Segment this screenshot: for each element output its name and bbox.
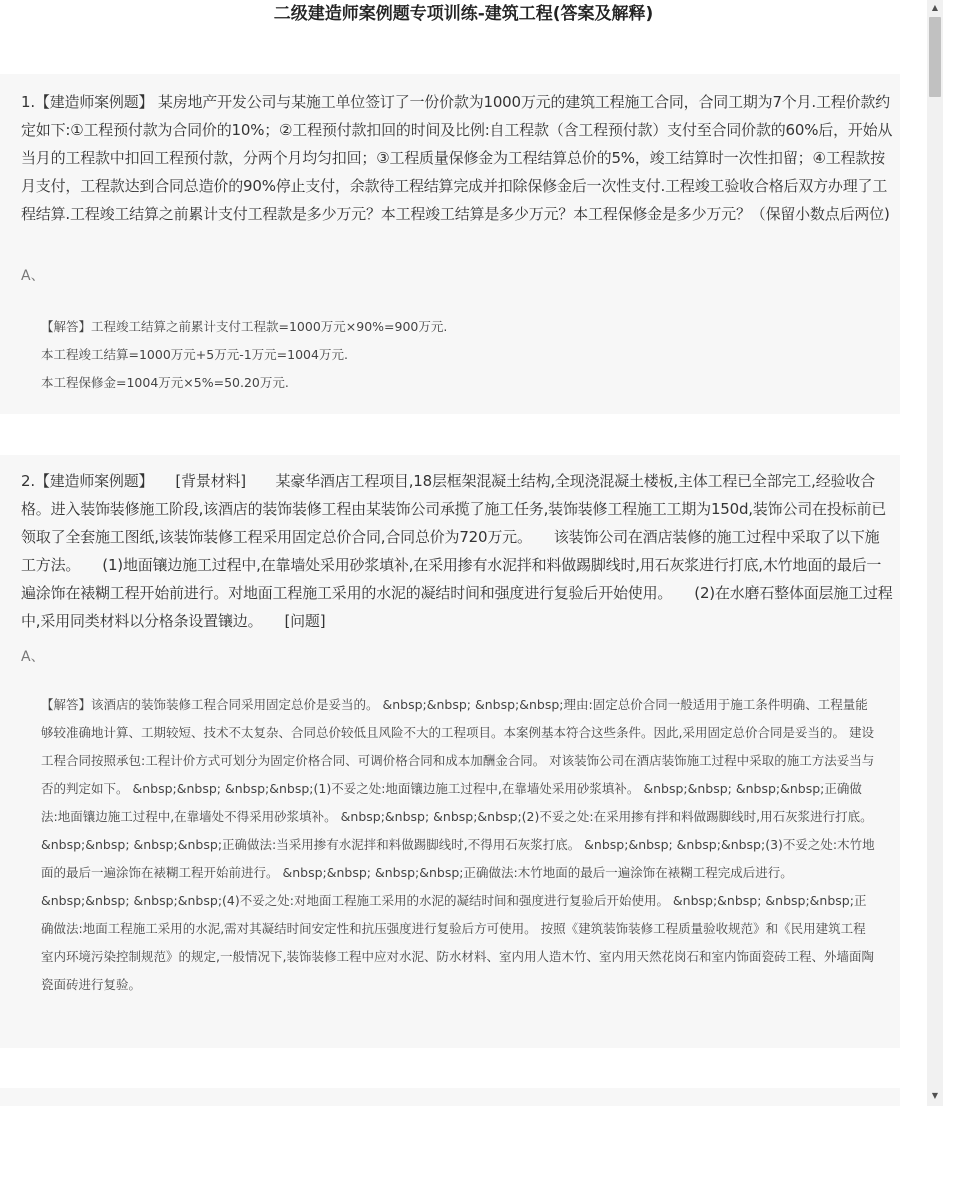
answer-block (41, 313, 875, 397)
question-text: 【建造师案例题】 [背景材料] 某豪华酒店工程项目,18层框架混凝土结构,全现浇混凝土楼板,主体工程已全部完工,经验收合格。进入装饰装修施工阶段,该酒店的装饰装修工程由某装饰公司承揽了施工任务,装饰装修工程施工工期为150d,装饰公司在投标前已领取了全套施工图纸,该装饰装修工程采用固定总价合同,合同总价为720万元。 该装饰公司在酒店装修的施工过程中采取了以下施工方法。 (1)地面镶边施工过程中,在靠墙处采用砂浆填补,在采用掺有水泥拌和料做踢脚线时,用石灰浆进行打底,木竹地面的最后一遍涂饰在裱糊工程开始前进行。对地面工程施工采用的水泥的凝结时间和强度进行复验后开始使用。 (2)在水磨石整体面层施工过程中,采用同类材料以分格条设置镶边。 [问题] (21, 472, 893, 630)
question-card-1 (0, 74, 900, 414)
answer-option: A、 (21, 649, 45, 665)
question-number: 1. (21, 93, 35, 111)
answer-block (41, 691, 875, 999)
vertical-scrollbar[interactable] (927, 0, 943, 1106)
scrollbar-thumb[interactable] (929, 17, 941, 97)
answer-line: 【解答】工程竣工结算之前累计支付工程款=1000万元×90%=900万元. (41, 319, 448, 334)
question-number: 2. (21, 472, 35, 490)
answer-line: 本工程保修金=1004万元×5%=50.20万元. (41, 375, 289, 390)
question-card-2 (0, 455, 900, 1048)
question-text: 【建造师案例题】 某房地产开发公司与某施工单位签订了一份价款为1000万元的建筑工程施工合同，合同工期为7个月.工程价款约定如下:①工程预付款为合同价的10%；②工程预付款扣回的时间及比例:自工程款（含工程预付款）支付至合同价款的60%后，开始从当月的工程款中扣回工程预付款，分两个月均匀扣回；③工程质量保修金为工程结算总价的5%，竣工结算时一次性扣留；④工程款按月支付，工程款达到合同总造价的90%停止支付，余款待工程结算完成并扣除保修金后一次性支付.工程竣工验收合格后双方办理了工程结算.工程竣工结算之前累计支付工程款是多少万元？本工程竣工结算是多少万元？本工程保修金是多少万元？（保留小数点后两位) (21, 93, 893, 223)
question-stem (21, 467, 893, 635)
page-title: 二级建造师案例题专项训练-建筑工程(答案及解释) (273, 4, 654, 24)
scroll-up-arrow-icon[interactable]: ▲ (931, 3, 939, 12)
answer-text: 【解答】该酒店的装饰装修工程合同采用固定总价是妥当的。 &nbsp;&nbsp; &nbsp;&nbsp;理由:固定总价合同一般适用于施工条件明确、工程量能够较准确地计算、工期较短、技术不太复杂、合同总价较低且风险不大的工程项目。本案例基本符合这些条件。因此,采用固定总价合同是妥当的。 建设工程合同按照承包:工程计价方式可划分为固定价格合同、可调价格合同和成本加酬金合同。 对该装饰公司在酒店装饰施工过程中采取的施工方法妥当与否的判定如下。 &nbsp;&nbsp; &nbsp;&nbsp;(1)不妥之处:地面镶边施工过程中,在靠墙处采用砂浆填补。 &nbsp;&nbsp; &nbsp;&nbsp;正确做法:地面镶边施工过程中,在靠墙处不得采用砂浆填补。 &nbsp;&nbsp; &nbsp;&nbsp;(2)不妥之处:在采用掺有拌和料做踢脚线时,用石灰浆进行打底。 &nbsp;&nbsp; &nbsp;&nbsp;正确做法:当采用掺有水泥拌和料做踢脚线时,不得用石灰浆打底。 &nbsp;&nbsp; &nbsp;&nbsp;(3)不妥之处:木竹地面的最后一遍涂饰在裱糊工程开始前进行。 &nbsp;&nbsp; &nbsp;&nbsp;正确做法:木竹地面的最后一遍涂饰在裱糊工程完成后进行。 &nbsp;&nbsp; &nbsp;&nbsp;(4)不妥之处:对地面工程施工采用的水泥的凝结时间和强度进行复验后开始使用。 &nbsp;&nbsp; &nbsp;&nbsp;正确做法:地面工程施工采用的水泥,需对其凝结时间安定性和抗压强度进行复验后方可使用。 按照《建筑装饰装修工程质量验收规范》和《民用建筑工程室内环境污染控制规范》的规定,一般情况下,装饰装修工程中应对水泥、防水材料、室内用人造木竹、室内用天然花岗石和室内饰面瓷砖工程、外墙面陶瓷面砖进行复验。 (41, 697, 875, 992)
answer-option: A、 (21, 268, 45, 284)
question-card-3 (0, 1088, 900, 1106)
scroll-down-arrow-icon[interactable]: ▼ (931, 1091, 939, 1100)
answer-line: 本工程竣工结算=1000万元+5万元-1万元=1004万元. (41, 347, 348, 362)
question-stem (21, 88, 893, 228)
